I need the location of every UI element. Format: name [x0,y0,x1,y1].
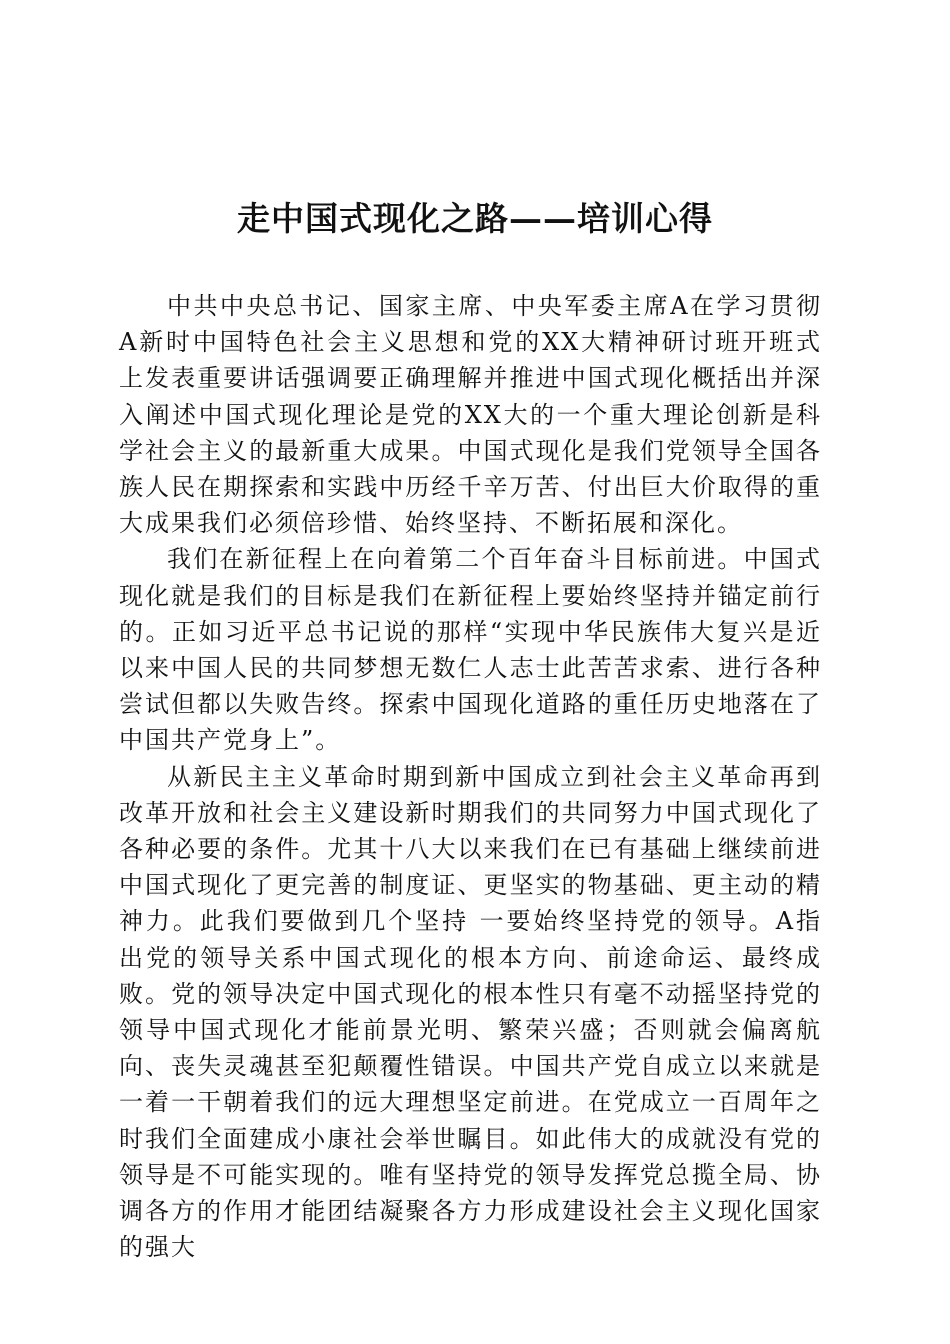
document-title: 走中国式现化之路——培训心得 [237,199,713,238]
paragraph-2: 我们在新征程上在向着第二个百年奋斗目标前进。中国式现化就是我们的目标是我们在新征程上要始终坚持并锚定前行的。正如习近平总书记说的那样“实现中华民族伟大复兴是近以来中国人民的共同梦想无数仁人志士此苦苦求索、进行各种尝试但都以失败告终。探索中国现化道路的重任历史地落在了中国共产党身上”。 [119,545,822,755]
document-body [119,288,822,1265]
paragraph-3: 从新民主主义革命时期到新中国成立到社会主义革命再到改革开放和社会主义建设新时期我们的共同努力中国式现化了各种必要的条件。尤其十八大以来我们在已有基础上继续前进中国式现化了更完善的制度证、更坚实的物基础、更主动的精神力。此我们要做到几个坚持 一要始终坚持党的领导。A指出党的领导关系中国式现化的根本方向、前途命运、最终成败。党的领导决定中国式现化的根本性只有毫不动摇坚持党的领导中国式现化才能前景光明、繁荣兴盛；否则就会偏离航向、丧失灵魂甚至犯颠覆性错误。中国共产党自成立以来就是一着一干朝着我们的远大理想坚定前进。在党成立一百周年之时我们全面建成小康社会举世瞩目。如此伟大的成就没有党的领导是不可能实现的。唯有坚持党的领导发挥党总揽全局、协调各方的作用才能团结凝聚各方力形成建设社会主义现化国家的强大 [119,762,822,1262]
paragraph-1: 中共中央总书记、国家主席、中央军委主席A在学习贯彻A新时中国特色社会主义思想和党的XX大精神研讨班开班式上发表重要讲话强调要正确理解并推进中国式现化概括出并深入阐述中国式现化理论是党的XX大的一个重大理论创新是科学社会主义的最新重大成果。中国式现化是我们党领导全国各族人民在期探索和实践中历经千辛万苦、付出巨大价取得的重大成果我们必须倍珍惜、始终坚持、不断拓展和深化。 [119,292,822,538]
